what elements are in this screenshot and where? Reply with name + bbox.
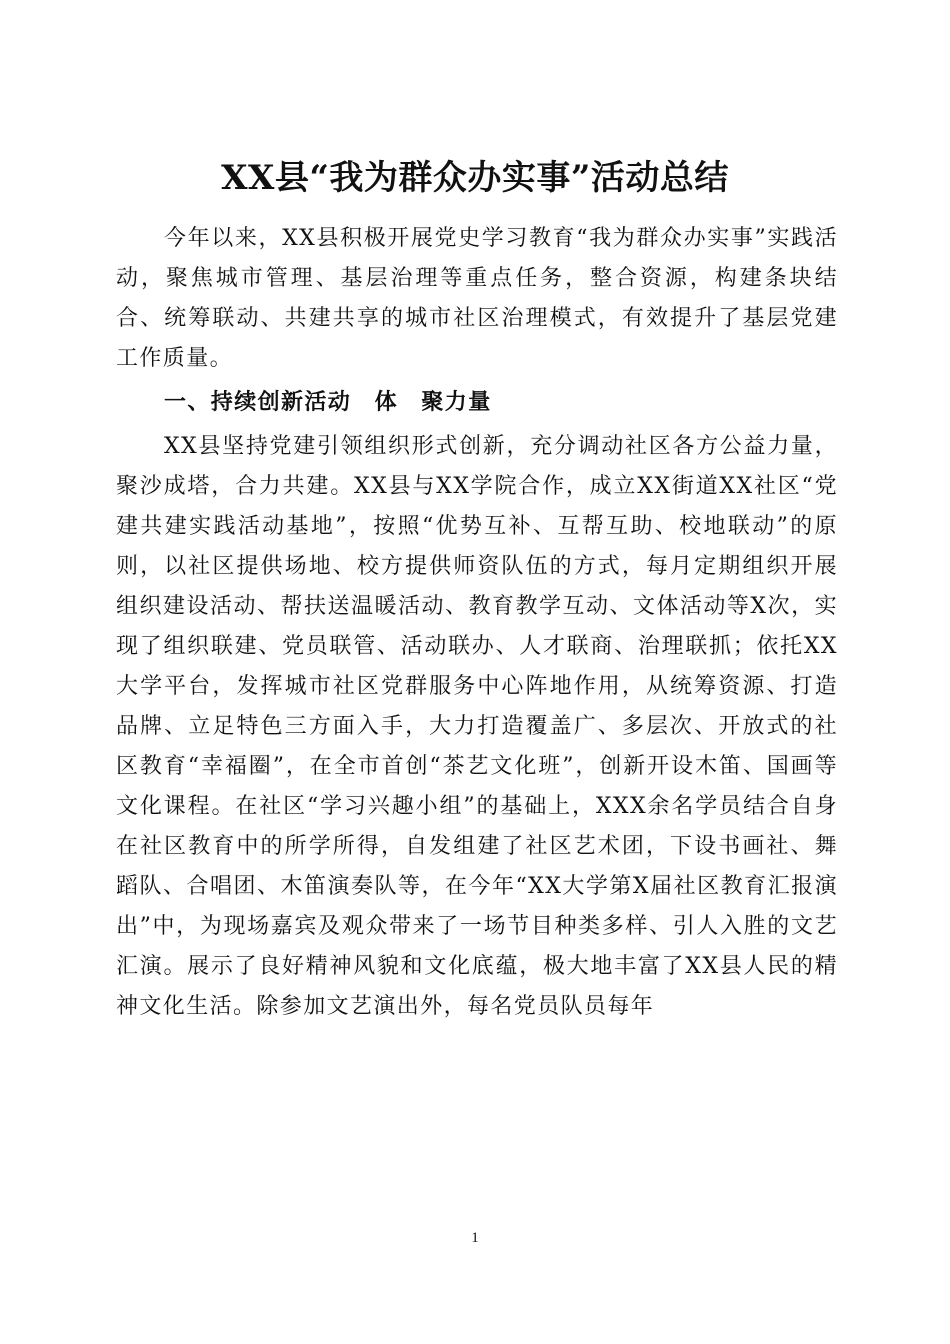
section-1-heading: 一、持续创新活动 体 聚力量	[164, 390, 492, 415]
intro-paragraph: 今年以来，XX县积极开展党史学习教育“我为群众办实事”实践活动，聚焦城市管理、基层治理等重点任务，整合资源，构建条块结合、统筹联动、共建共享的城市社区治理模式，有效提升了基层党建工作质量。	[116, 226, 838, 371]
document-title: XX县“我为群众办实事”活动总结	[221, 158, 729, 198]
document-body	[116, 219, 838, 1027]
section-1-paragraph: XX县坚持党建引领组织形式创新，充分调动社区各方公益力量，聚沙成塔，合力共建。XX县与XX学院合作，成立XX街道XX社区“党建共建实践活动基地”，按照“优势互补、互帮互助、校地联动”的原则，以社区提供场地、校方提供师资队伍的方式，每月定期组织开展组织建设活动、帮扶送温暖活动、教育教学互动、文体活动等X次，实现了组织联建、党员联管、活动联办、人才联商、治理联抓；依托XX大学平台，发挥城市社区党群服务中心阵地作用，从统筹资源、打造品牌、立足特色三方面入手，大力打造覆盖广、多层次、开放式的社区教育“幸福圈”，在全市首创“茶艺文化班”，创新开设木笛、国画等文化课程。在社区“学习兴趣小组”的基础上，XXX余名学员结合自身在社区教育中的所学所得，自发组建了社区艺术团，下设书画社、舞蹈队、合唱团、木笛演奏队等，在今年“XX大学第X届社区教育汇报演出”中，为现场嘉宾及观众带来了一场节目种类多样、引人入胜的文艺汇演。展示了良好精神风貌和文化底蕴，极大地丰富了XX县人民的精神文化生活。除参加文艺演出外，每名党员队员每年	[116, 434, 838, 1019]
page-number: 1	[471, 1230, 479, 1246]
